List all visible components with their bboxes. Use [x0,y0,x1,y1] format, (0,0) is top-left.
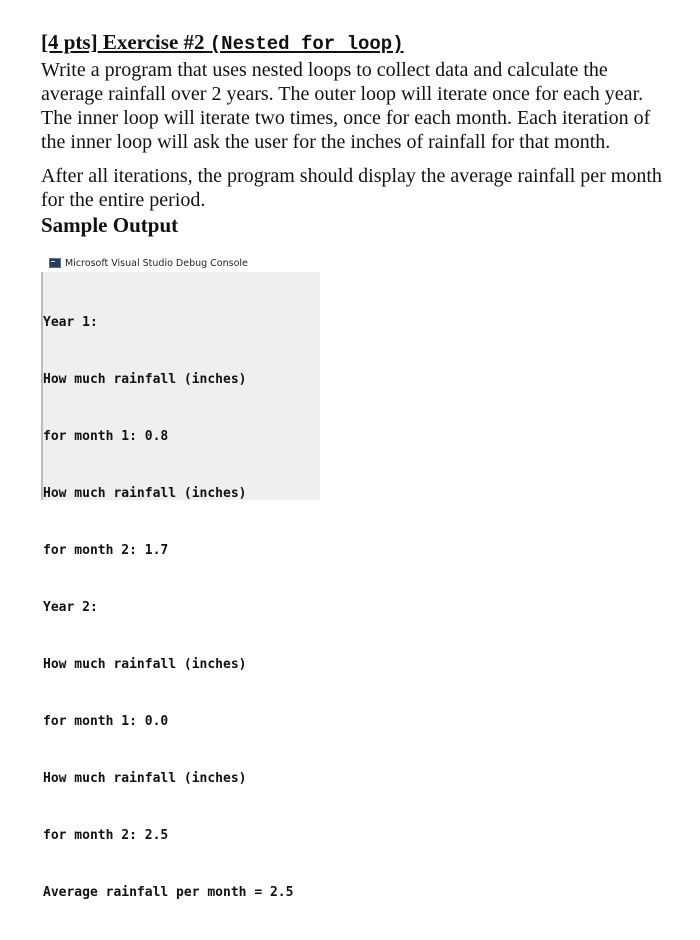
console-line: How much rainfall (inches) [43,486,247,501]
console-line: Average rainfall per month = 2.5 [43,885,294,900]
console-output [41,272,320,940]
console-line: for month 1: 0.0 [43,714,169,729]
instructions-paragraph-1: Write a program that uses nested loops to collect data and calculate the average rainfall over 2 years. The outer loop will iterate once for each year. The inner loop will iterate two times, once for each month. Each iteration of the inner loop will ask the user for the inches of rainfall for that month. [41,59,651,153]
console-line: for month 1: 0.8 [43,429,169,444]
exercise-document [41,28,671,238]
console-line: for month 2: 1.7 [43,543,169,558]
console-app-icon [49,258,61,268]
debug-console-screenshot [41,254,320,900]
console-line: How much rainfall (inches) [43,657,247,672]
instructions-paragraph-2: After all iterations, the program should display the average rainfall per month for the entire period. [41,165,662,211]
exercise-heading [41,28,671,58]
points-label: [4 pts] [41,30,98,54]
console-window-title: Microsoft Visual Studio Debug Console [65,257,248,269]
console-line: for month 2: 2.5 [43,828,169,843]
console-line: Year 1: [43,315,98,330]
exercise-title: Exercise #2 [102,30,205,54]
console-line: How much rainfall (inches) [43,372,247,387]
console-line: How much rainfall (inches) [43,771,247,786]
sample-output-heading: Sample Output [41,213,179,237]
exercise-code-title: (Nested for loop) [209,33,404,55]
console-left-edge [41,272,43,500]
console-titlebar [41,254,320,272]
console-line: Year 2: [43,600,98,615]
